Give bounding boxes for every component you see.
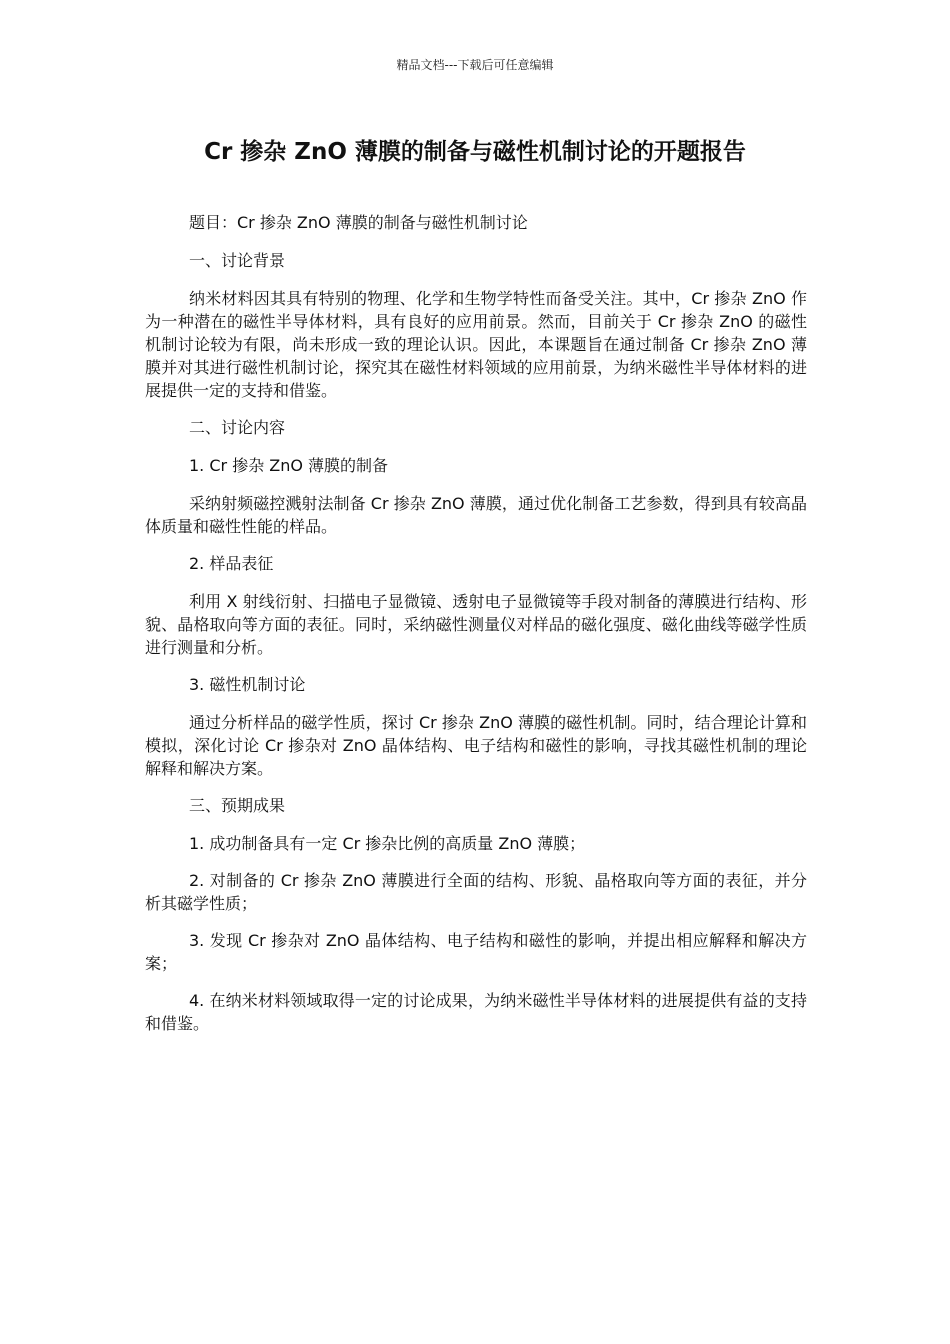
page-header: 精品文档---下载后可任意编辑	[396, 58, 554, 72]
document-body	[145, 211, 807, 1049]
item-heading-mechanism: 3. 磁性机制讨论	[189, 675, 306, 694]
item-heading-preparation: 1. Cr 掺杂 ZnO 薄膜的制备	[189, 456, 389, 475]
outcome-item-1: 1. 成功制备具有一定 Cr 掺杂比例的高质量 ZnO 薄膜；	[189, 834, 586, 853]
document-title: Cr 掺杂 ZnO 薄膜的制备与磁性机制讨论的开题报告	[204, 139, 746, 165]
section-heading-outcomes: 三、预期成果	[189, 796, 286, 815]
mechanism-paragraph: 通过分析样品的磁学性质，探讨 Cr 掺杂 ZnO 薄膜的磁性机制。同时，结合理论计算和模拟，深化讨论 Cr 掺杂对 ZnO 晶体结构、电子结构和磁性的影响，寻找其磁性机制的理论解释和解决方案。	[145, 713, 807, 778]
characterization-paragraph: 利用 X 射线衍射、扫描电子显微镜、透射电子显微镜等手段对制备的薄膜进行结构、形貌、晶格取向等方面的表征。同时，采纳磁性测量仪对样品的磁化强度、磁化曲线等磁学性质进行测量和分析。	[145, 592, 807, 657]
preparation-paragraph: 采纳射频磁控溅射法制备 Cr 掺杂 ZnO 薄膜，通过优化制备工艺参数，得到具有较高晶体质量和磁性性能的样品。	[145, 494, 807, 536]
item-heading-characterization: 2. 样品表征	[189, 554, 274, 573]
outcome-item-2: 2. 对制备的 Cr 掺杂 ZnO 薄膜进行全面的结构、形貌、晶格取向等方面的表征，并分析其磁学性质；	[145, 871, 807, 913]
background-paragraph: 纳米材料因其具有特别的物理、化学和生物学特性而备受关注。其中，Cr 掺杂 ZnO 作为一种潜在的磁性半导体材料，具有良好的应用前景。然而，目前关于 Cr 掺杂 ZnO 的磁性机制讨论较为有限，尚未形成一致的理论认识。因此，本课题旨在通过制备 Cr 掺杂 ZnO 薄膜并对其进行磁性机制讨论，探究其在磁性材料领域的应用前景，为纳米磁性半导体材料的进展提供一定的支持和借鉴。	[145, 289, 807, 400]
outcome-item-4: 4. 在纳米材料领域取得一定的讨论成果，为纳米磁性半导体材料的进展提供有益的支持和借鉴。	[145, 991, 807, 1033]
topic-line: 题目：Cr 掺杂 ZnO 薄膜的制备与磁性机制讨论	[189, 213, 528, 232]
section-heading-background: 一、讨论背景	[189, 251, 286, 270]
section-heading-content: 二、讨论内容	[189, 418, 286, 437]
outcome-item-3: 3. 发现 Cr 掺杂对 ZnO 晶体结构、电子结构和磁性的影响，并提出相应解释和解决方案；	[145, 931, 807, 973]
